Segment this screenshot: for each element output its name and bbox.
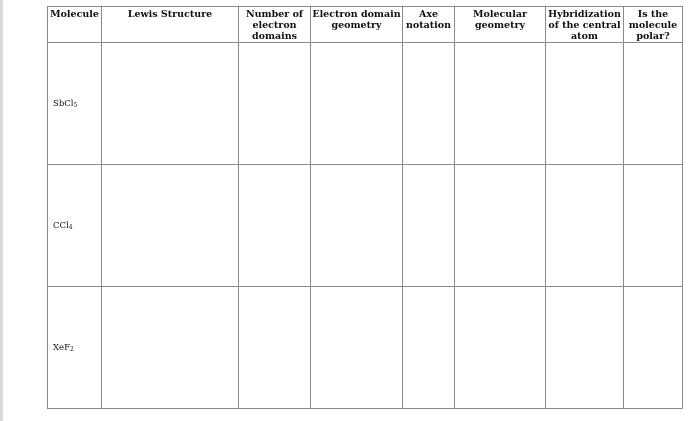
lewis-structure-cell[interactable] xyxy=(102,43,239,165)
header-hybridization: Hybridization of the central atom xyxy=(546,7,624,43)
header-molecule: Molecule xyxy=(48,7,102,43)
polarity-cell[interactable] xyxy=(624,287,683,409)
table-row xyxy=(48,287,683,409)
formula-subscript: 4 xyxy=(68,223,73,231)
electron-domains-cell[interactable] xyxy=(239,43,311,165)
hybridization-cell[interactable] xyxy=(546,43,624,165)
molecular-geometry-cell[interactable] xyxy=(455,43,546,165)
electron-domain-geometry-cell[interactable] xyxy=(311,287,403,409)
molecule-cell xyxy=(48,165,102,287)
molecule-cell xyxy=(48,287,102,409)
molecular-geometry-cell[interactable] xyxy=(455,165,546,287)
vsepr-worksheet-table xyxy=(47,6,683,409)
header-polarity: Is the molecule polar? xyxy=(624,7,683,43)
molecule-formula xyxy=(53,99,77,109)
lewis-structure-cell[interactable] xyxy=(102,287,239,409)
molecule-formula xyxy=(53,221,73,231)
header-row xyxy=(48,7,683,43)
electron-domain-geometry-cell[interactable] xyxy=(311,165,403,287)
electron-domain-geometry-cell[interactable] xyxy=(311,43,403,165)
electron-domains-cell[interactable] xyxy=(239,287,311,409)
axe-notation-cell[interactable] xyxy=(403,165,455,287)
header-number-of-electron-domains: Number of electron domains xyxy=(239,7,311,43)
axe-notation-cell[interactable] xyxy=(403,287,455,409)
header-lewis-structure: Lewis Structure xyxy=(102,7,239,43)
formula-base: XeF xyxy=(53,342,70,353)
table-row xyxy=(48,165,683,287)
molecule-cell xyxy=(48,43,102,165)
molecular-geometry-cell[interactable] xyxy=(455,287,546,409)
formula-subscript: 5 xyxy=(73,101,78,109)
electron-domains-cell[interactable] xyxy=(239,165,311,287)
formula-base: SbCl xyxy=(53,98,74,109)
hybridization-cell[interactable] xyxy=(546,165,624,287)
formula-base: CCl xyxy=(53,220,69,231)
header-molecular-geometry: Molecular geometry xyxy=(455,7,546,43)
polarity-cell[interactable] xyxy=(624,43,683,165)
header-axe-notation: Axe notation xyxy=(403,7,455,43)
header-electron-domain-geometry: Electron domain geometry xyxy=(311,7,403,43)
lewis-structure-cell[interactable] xyxy=(102,165,239,287)
hybridization-cell[interactable] xyxy=(546,287,624,409)
polarity-cell[interactable] xyxy=(624,165,683,287)
table-row xyxy=(48,43,683,165)
formula-subscript: 2 xyxy=(69,345,74,353)
molecule-formula xyxy=(53,343,74,353)
axe-notation-cell[interactable] xyxy=(403,43,455,165)
page-edge xyxy=(0,0,3,421)
